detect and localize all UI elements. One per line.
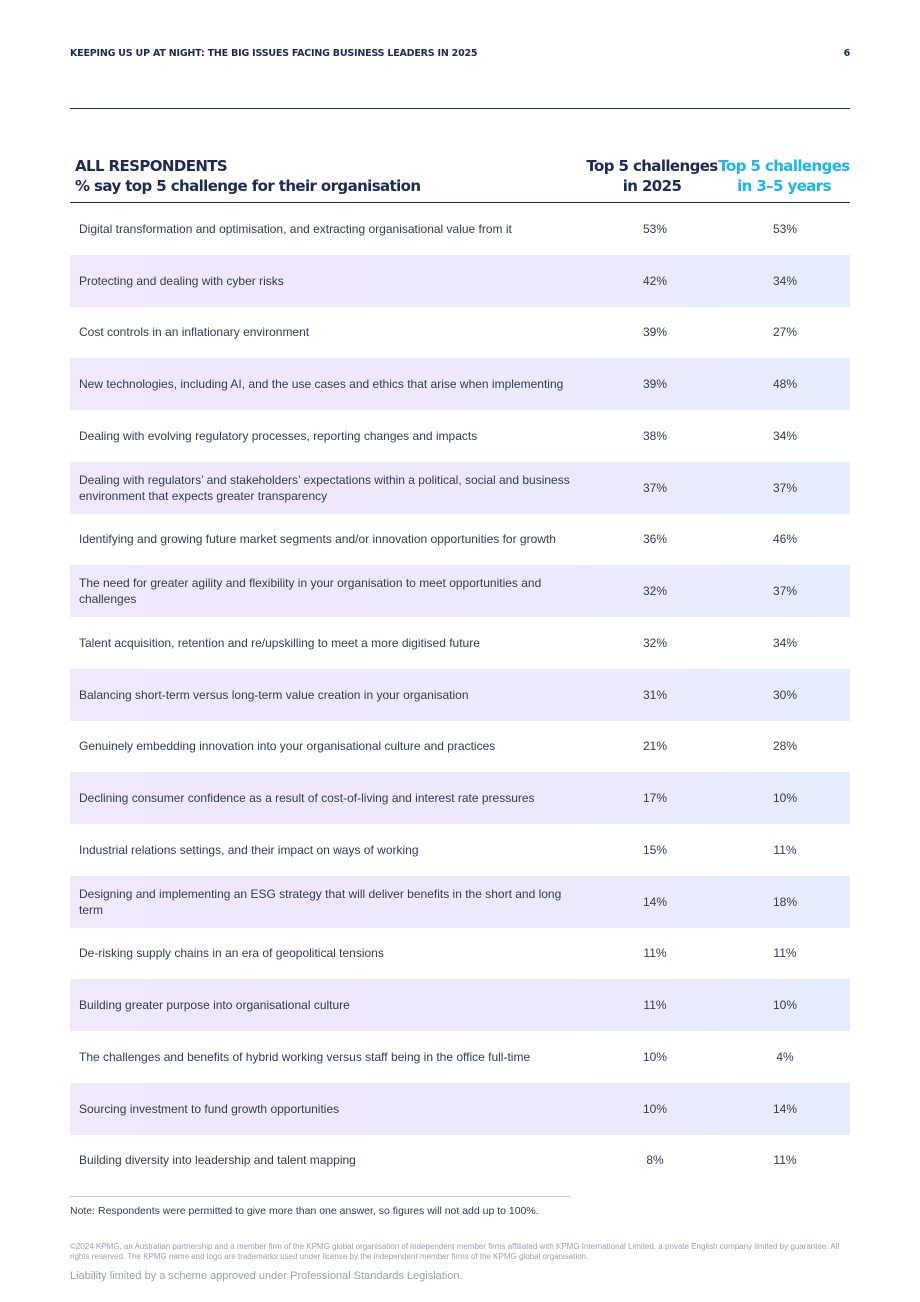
table-row (70, 772, 850, 824)
value-2025: 11% (643, 998, 667, 1013)
value-2025: 53% (642, 221, 668, 236)
table-row (70, 1083, 850, 1135)
value-2025: 38% (642, 428, 668, 443)
table-heading-line1: ALL RESPONDENTS (75, 157, 228, 175)
challenge-label: Designing and implementing an ESG strategy that will deliver benefits in the short and long term (79, 886, 562, 917)
copyright-text: ©2024 KPMG, an Australian partnership and a member firm of the KPMG global organisation of independent member firms affiliated with KPMG International Limited, a private English company limited by guarantee. All rights reserved. The KPMG name and logo are trademarks used under license by the independent member firms of the KPMG global organisation. (70, 1242, 840, 1261)
challenge-label: Industrial relations settings, and their impact on ways of working (79, 842, 419, 857)
table-heading-line2: % say top 5 challenge for their organisation (75, 177, 421, 195)
value-3-5-years: 14% (772, 1101, 798, 1116)
challenges-table (70, 150, 850, 1186)
value-3-5-years: 30% (772, 687, 798, 702)
value-2025: 39% (642, 325, 668, 340)
liability-text: Liability limited by a scheme approved under Professional Standards Legislation. (70, 1270, 463, 1282)
value-2025: 14% (642, 894, 668, 909)
value-3-5-years: 37% (772, 480, 798, 495)
page-header (70, 48, 850, 59)
value-3-5-years: 53% (772, 221, 798, 236)
challenge-label: Balancing short-term versus long-term value creation in your organisation (79, 687, 469, 702)
column-header-2025-line2: in 2025 (622, 177, 682, 195)
table-row (70, 255, 850, 307)
challenge-label: Genuinely embedding innovation into your organisational culture and practices (79, 739, 496, 754)
value-3-5-years: 10% (772, 998, 798, 1013)
value-2025: 32% (642, 635, 668, 650)
table-row (70, 358, 850, 410)
challenge-label: Dealing with regulators’ and stakeholders’ expectations within a political, social and business environment that expects greater transparency (79, 472, 570, 503)
value-3-5-years: 34% (772, 428, 798, 443)
value-3-5-years: 11% (773, 842, 797, 857)
value-2025: 37% (642, 480, 668, 495)
table-note: Note: Respondents were permitted to give more than one answer, so figures will not add up to 100%. (70, 1205, 539, 1217)
table-header (70, 150, 850, 203)
value-3-5-years: 11% (773, 946, 797, 961)
table-row (70, 307, 850, 359)
value-2025: 10% (642, 1101, 668, 1116)
note-divider (70, 1196, 570, 1197)
value-3-5-years: 11% (773, 1153, 797, 1168)
value-3-5-years: 48% (772, 377, 798, 392)
table-row (70, 928, 850, 980)
value-3-5-years: 27% (772, 325, 798, 340)
table-row (70, 462, 850, 514)
challenge-label: Talent acquisition, retention and re/upskilling to meet a more digitised future (79, 635, 480, 650)
value-3-5-years: 28% (772, 739, 798, 754)
table-row (70, 669, 850, 721)
value-2025: 8% (646, 1153, 664, 1168)
challenge-label: Sourcing investment to fund growth opportunities (79, 1101, 340, 1116)
table-row (70, 617, 850, 669)
challenge-label: Declining consumer confidence as a result of cost-of-living and interest rate pressures (79, 791, 535, 806)
table-row (70, 824, 850, 876)
value-2025: 11% (643, 946, 667, 961)
challenge-label: Dealing with evolving regulatory processes, reporting changes and impacts (79, 428, 478, 443)
table-row (70, 876, 850, 928)
value-2025: 32% (642, 584, 668, 599)
challenge-label: De-risking supply chains in an era of geopolitical tensions (79, 946, 384, 961)
value-2025: 10% (642, 1049, 668, 1064)
challenge-label: Cost controls in an inflationary environment (79, 325, 310, 340)
table-body (70, 203, 850, 1186)
challenge-label: Protecting and dealing with cyber risks (79, 273, 284, 288)
challenge-label: Building greater purpose into organisational culture (79, 998, 350, 1013)
value-2025: 21% (642, 739, 668, 754)
challenge-label: Digital transformation and optimisation, and extracting organisational value from it (79, 221, 512, 236)
column-header-3-5-years-line2: in 3–5 years (737, 177, 831, 195)
table-row (70, 1135, 850, 1187)
challenge-label: The challenges and benefits of hybrid working versus staff being in the office full-time (79, 1049, 531, 1064)
value-2025: 36% (642, 532, 668, 547)
table-row (70, 514, 850, 566)
table-row (70, 979, 850, 1031)
table-row (70, 410, 850, 462)
value-2025: 42% (642, 273, 668, 288)
value-2025: 15% (642, 842, 668, 857)
header-divider (70, 108, 850, 109)
column-header-3-5-years-line1: Top 5 challenges (718, 157, 850, 175)
table-row (70, 565, 850, 617)
value-3-5-years: 34% (772, 273, 798, 288)
value-3-5-years: 34% (772, 635, 798, 650)
table-row (70, 721, 850, 773)
value-2025: 17% (642, 791, 668, 806)
column-header-2025 (586, 156, 718, 202)
value-2025: 31% (642, 687, 668, 702)
value-3-5-years: 37% (772, 584, 798, 599)
column-header-3-5-years (718, 156, 850, 202)
report-title: KEEPING US UP AT NIGHT: THE BIG ISSUES FACING BUSINESS LEADERS IN 2025 (70, 48, 478, 59)
challenge-label: New technologies, including AI, and the use cases and ethics that arise when implementing (79, 377, 564, 392)
table-row (70, 1031, 850, 1083)
table-row (70, 203, 850, 255)
page-number: 6 (843, 48, 850, 59)
challenge-label: Identifying and growing future market segments and/or innovation opportunities for growth (79, 532, 556, 547)
table-heading (70, 156, 586, 202)
value-3-5-years: 4% (776, 1049, 794, 1064)
challenge-label: Building diversity into leadership and talent mapping (79, 1153, 356, 1168)
value-3-5-years: 10% (772, 791, 798, 806)
challenge-label: The need for greater agility and flexibility in your organisation to meet opportunities and challenges (79, 576, 542, 607)
value-3-5-years: 18% (772, 894, 798, 909)
column-header-2025-line1: Top 5 challenges (586, 157, 718, 175)
value-2025: 39% (642, 377, 668, 392)
value-3-5-years: 46% (772, 532, 798, 547)
